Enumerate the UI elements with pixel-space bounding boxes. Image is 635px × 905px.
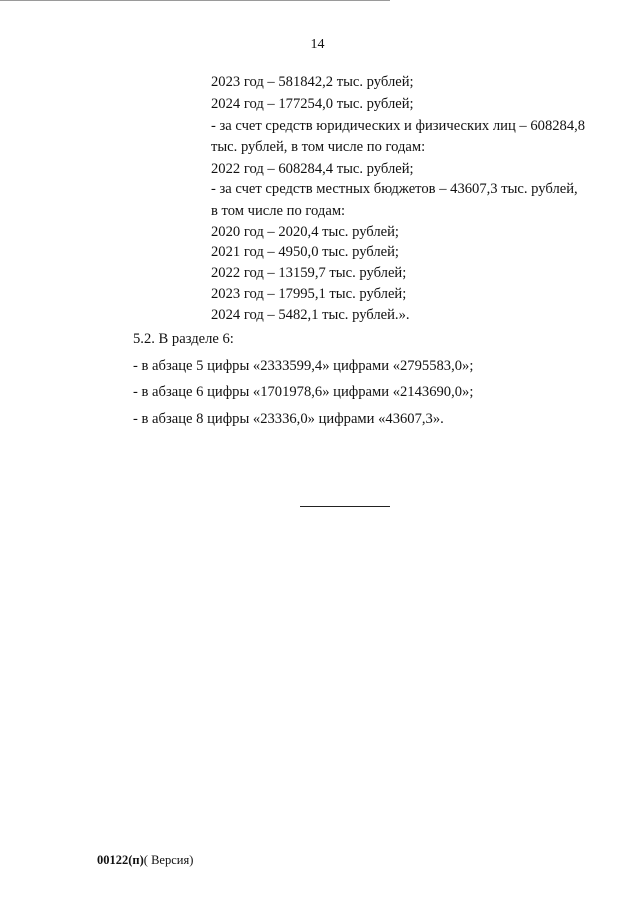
footer-version: ( Версия) bbox=[143, 853, 194, 867]
funding-line: 2024 год – 177254,0 тыс. рублей; bbox=[211, 96, 414, 112]
funding-line: - за счет средств юридических и физических лиц – 608284,8 bbox=[211, 118, 586, 134]
section-heading: 5.2. В разделе 6: bbox=[133, 331, 234, 347]
funding-line: 2020 год – 2020,4 тыс. рублей; bbox=[211, 224, 399, 240]
funding-line: 2021 год – 4950,0 тыс. рублей; bbox=[211, 244, 399, 260]
funding-line: - за счет средств местных бюджетов – 43607,3 тыс. рублей, bbox=[211, 181, 578, 197]
funding-line: в том числе по годам: bbox=[211, 203, 346, 219]
amendment-line: - в абзаце 5 цифры «2333599,4» цифрами «2795583,0»; bbox=[133, 358, 474, 374]
end-separator-line bbox=[300, 506, 390, 507]
funding-line: 2022 год – 608284,4 тыс. рублей; bbox=[211, 161, 414, 177]
funding-line: 2024 год – 5482,1 тыс. рублей.». bbox=[211, 307, 410, 323]
funding-line: тыс. рублей, в том числе по годам: bbox=[211, 139, 426, 155]
amendment-line: - в абзаце 8 цифры «23336,0» цифрами «43607,3». bbox=[133, 411, 444, 427]
footer-code: 00122(п) bbox=[97, 853, 144, 867]
top-border-line bbox=[0, 0, 390, 1]
page-number: 14 bbox=[310, 37, 325, 52]
funding-line: 2023 год – 581842,2 тыс. рублей; bbox=[211, 74, 414, 90]
footer bbox=[97, 852, 193, 868]
funding-line: 2023 год – 17995,1 тыс. рублей; bbox=[211, 286, 407, 302]
funding-line: 2022 год – 13159,7 тыс. рублей; bbox=[211, 265, 407, 281]
amendment-line: - в абзаце 6 цифры «1701978,6» цифрами «2143690,0»; bbox=[133, 384, 474, 400]
